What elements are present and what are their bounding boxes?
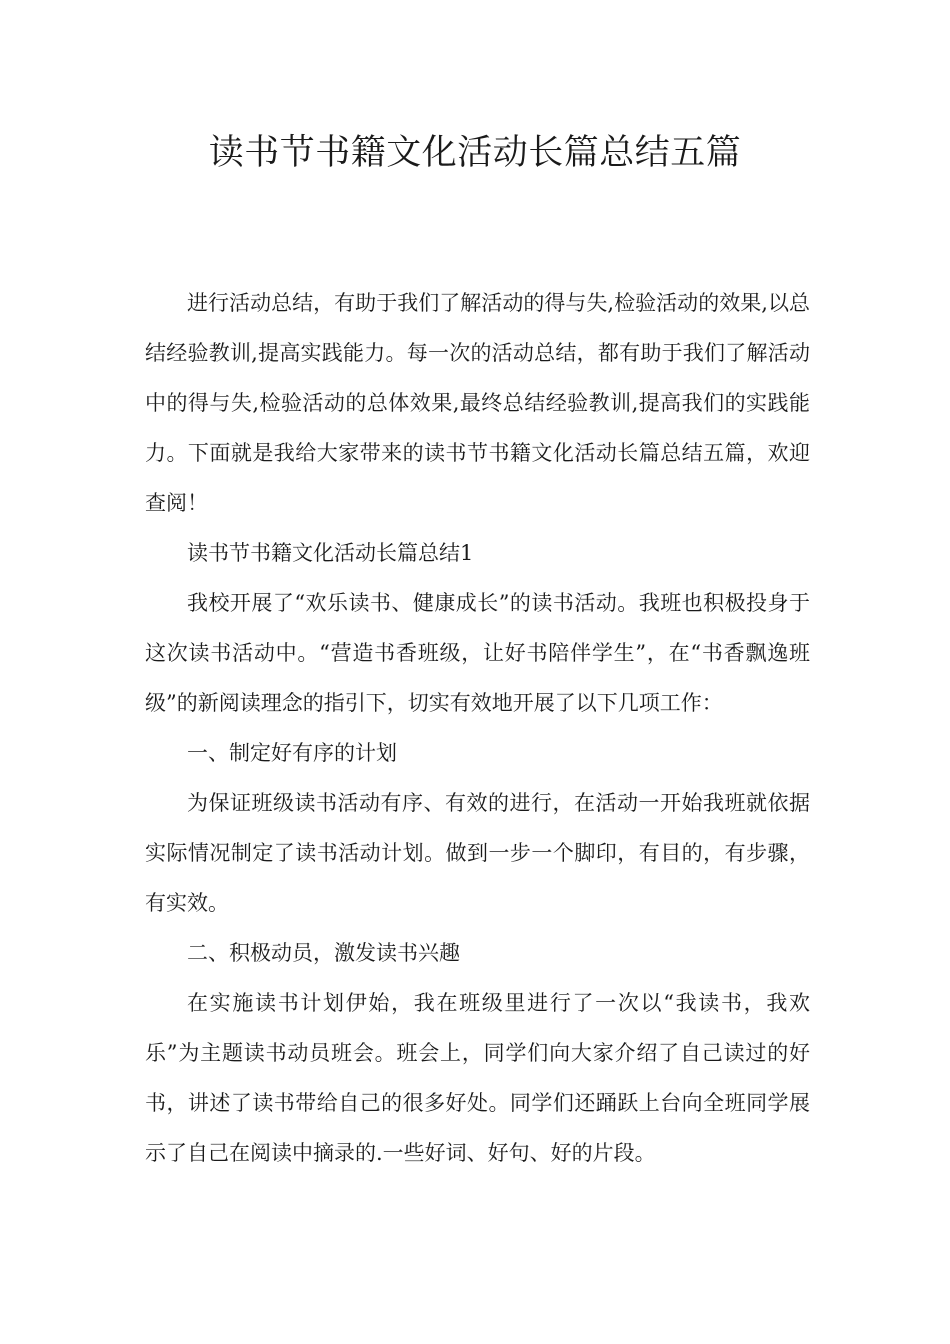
body-paragraph: 我校开展了“欢乐读书、健康成长”的读书活动。我班也积极投身于这次读书活动中。“营造书香班级，让好书陪伴学生”，在“书香飘逸班级”的新阅读理念的指引下，切实有效地开展了以下几项工作： (145, 591, 810, 715)
document-title: 读书节书籍文化活动长篇总结五篇 (208, 133, 742, 173)
document-body (145, 278, 810, 1178)
section-title: 读书节书籍文化活动长篇总结1 (187, 541, 474, 565)
body-paragraph: 为保证班级读书活动有序、有效的进行，在活动一开始我班就依据实际情况制定了读书活动计划。做到一步一个脚印，有目的，有步骤，有实效。 (145, 791, 810, 915)
subheading: 一、制定好有序的计划 (187, 741, 397, 765)
intro-paragraph: 进行活动总结，有助于我们了解活动的得与失,检验活动的效果,以总结经验教训,提高实践能力。每一次的活动总结，都有助于我们了解活动中的得与失,检验活动的总体效果,最终总结经验教训,提高我们的实践能力。下面就是我给大家带来的读书节书籍文化活动长篇总结五篇，欢迎查阅！ (145, 291, 810, 515)
body-paragraph: 在实施读书计划伊始，我在班级里进行了一次以“我读书，我欢乐”为主题读书动员班会。班会上，同学们向大家介绍了自己读过的好书，讲述了读书带给自己的很多好处。同学们还踊跃上台向全班同学展示了自己在阅读中摘录的.一些好词、好句、好的片段。 (145, 991, 810, 1165)
subheading: 二、积极动员，激发读书兴趣 (187, 941, 460, 965)
